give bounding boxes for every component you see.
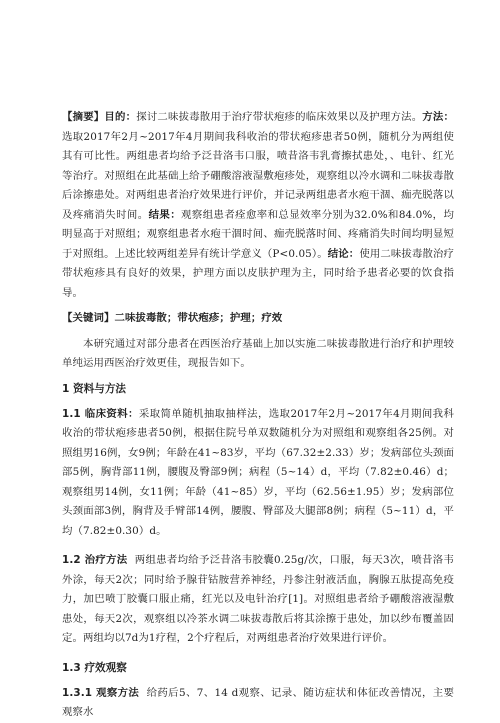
section-1-2-text: 两组患者均给予泛昔洛韦胶囊0.25g/次，口服，每天3次，喷昔洛韦外涂，每天2次；同时给予腺苷钴胺营养神经，丹参注射液活血，胸腺五肽提高免疫力，加巴喷丁胶囊口服止痛，红光以及电针治疗[1]。对照组患者给予硼酸溶液湿敷患处，每天2次，观察组以冷茶水调二味拔毒散后将其涂擦于患处，加以纱布覆盖固定。两组均以7d为1疗程，2个疗程后，对两组患者治疗效果进行评价。 (62, 554, 454, 644)
method-label: 方法： (422, 111, 454, 123)
section-1-3-1-paragraph (62, 684, 454, 723)
aim-text: 探讨二味拔毒散用于治疗带状疱疹的临床效果以及护理方法。 (136, 111, 423, 123)
result-text: 观察组患者痊愈率和总显效率分别为32.0%和84.0%，均明显高于对照组；观察组患者水疱干涸时间、痂壳脱落时间、疼痛消失时间均明显短于对照组。上述比较两组差异有统计学意义（P<0.05）。 (62, 208, 454, 260)
result-label: 结果： (148, 208, 182, 221)
conclusion-text: 使用二味拔毒散治疗带状疱疹具有良好的效果，护理方面以皮肤护理为主，同时给予患者必要的饮食指导。 (62, 247, 454, 299)
keywords-label: 【关键词】 (62, 312, 115, 324)
aim-label: 目的： (104, 111, 137, 123)
intro-paragraph: 本研究通过对部分患者在西医治疗基础上加以实施二味拔毒散进行治疗和护理较单纯运用西医治疗效更佳，现报告如下。 (62, 337, 454, 369)
section-1-2-paragraph (62, 551, 454, 649)
abstract-label: 【摘要】 (62, 111, 105, 123)
section-1-1-label: 1.1 临床资料： (62, 407, 139, 420)
conclusion-label: 结论： (327, 247, 360, 260)
keywords-line (62, 309, 454, 329)
keywords-text: 二味拔毒散；带状疱疹；护理；疗效 (114, 312, 283, 324)
section-1-1-paragraph (62, 405, 454, 542)
abstract-paragraph (62, 108, 454, 303)
paper-page (62, 108, 454, 723)
section-1-3-1-text: 给药后5、7、14 d观察、记录、随访症状和体征改善情况，主要观察水 (62, 686, 454, 718)
section-1-1-text: 采取简单随机抽取抽样法，选取2017年2月~2017年4月期间我科收治的带状疱疹患者50例，根据住院号单双数随机分为对照组和观察组各25例。对照组男16例，女9例；年龄在41~83岁，平均（67.32±2.33）岁；发病部位头颈面部5例，胸背部11例，腰腹及臀部9例；病程（5~14）d，平均（7.82±0.46）d；观察组男14例，女11例；年龄（41~85）岁，平均（62.56±1.95）岁；发病部位头颈面部3例，胸背及手臂部14例，腰腹、臀部及大腿部8例；病程（5~11）d，平均（7.82±0.30）d。 (62, 407, 454, 537)
section-1-3-title: 1.3 疗效观察 (62, 661, 127, 674)
method-text: 选取2017年2月~2017年4月期间我科收治的带状疱疹患者50例，随机分为两组使其有可比性。两组患者均给予泛昔洛韦口服，喷昔洛韦乳膏擦拭患处，、电针、红光等治疗。对照组在此基础上给予硼酸溶液湿敷疱疹处，观察组以冷水调和二味拔毒散后涂擦患处。对两组患者治疗效果进行评价，并记录两组患者水疱干涸、痂壳脱落以及疼痛消失时间。 (62, 130, 454, 221)
section-1-title: 1 资料与方法 (62, 382, 127, 395)
section-1-2-label: 1.2 治疗方法 (62, 554, 128, 566)
section-1-3-1-label: 1.3.1 观察方法 (62, 686, 140, 699)
